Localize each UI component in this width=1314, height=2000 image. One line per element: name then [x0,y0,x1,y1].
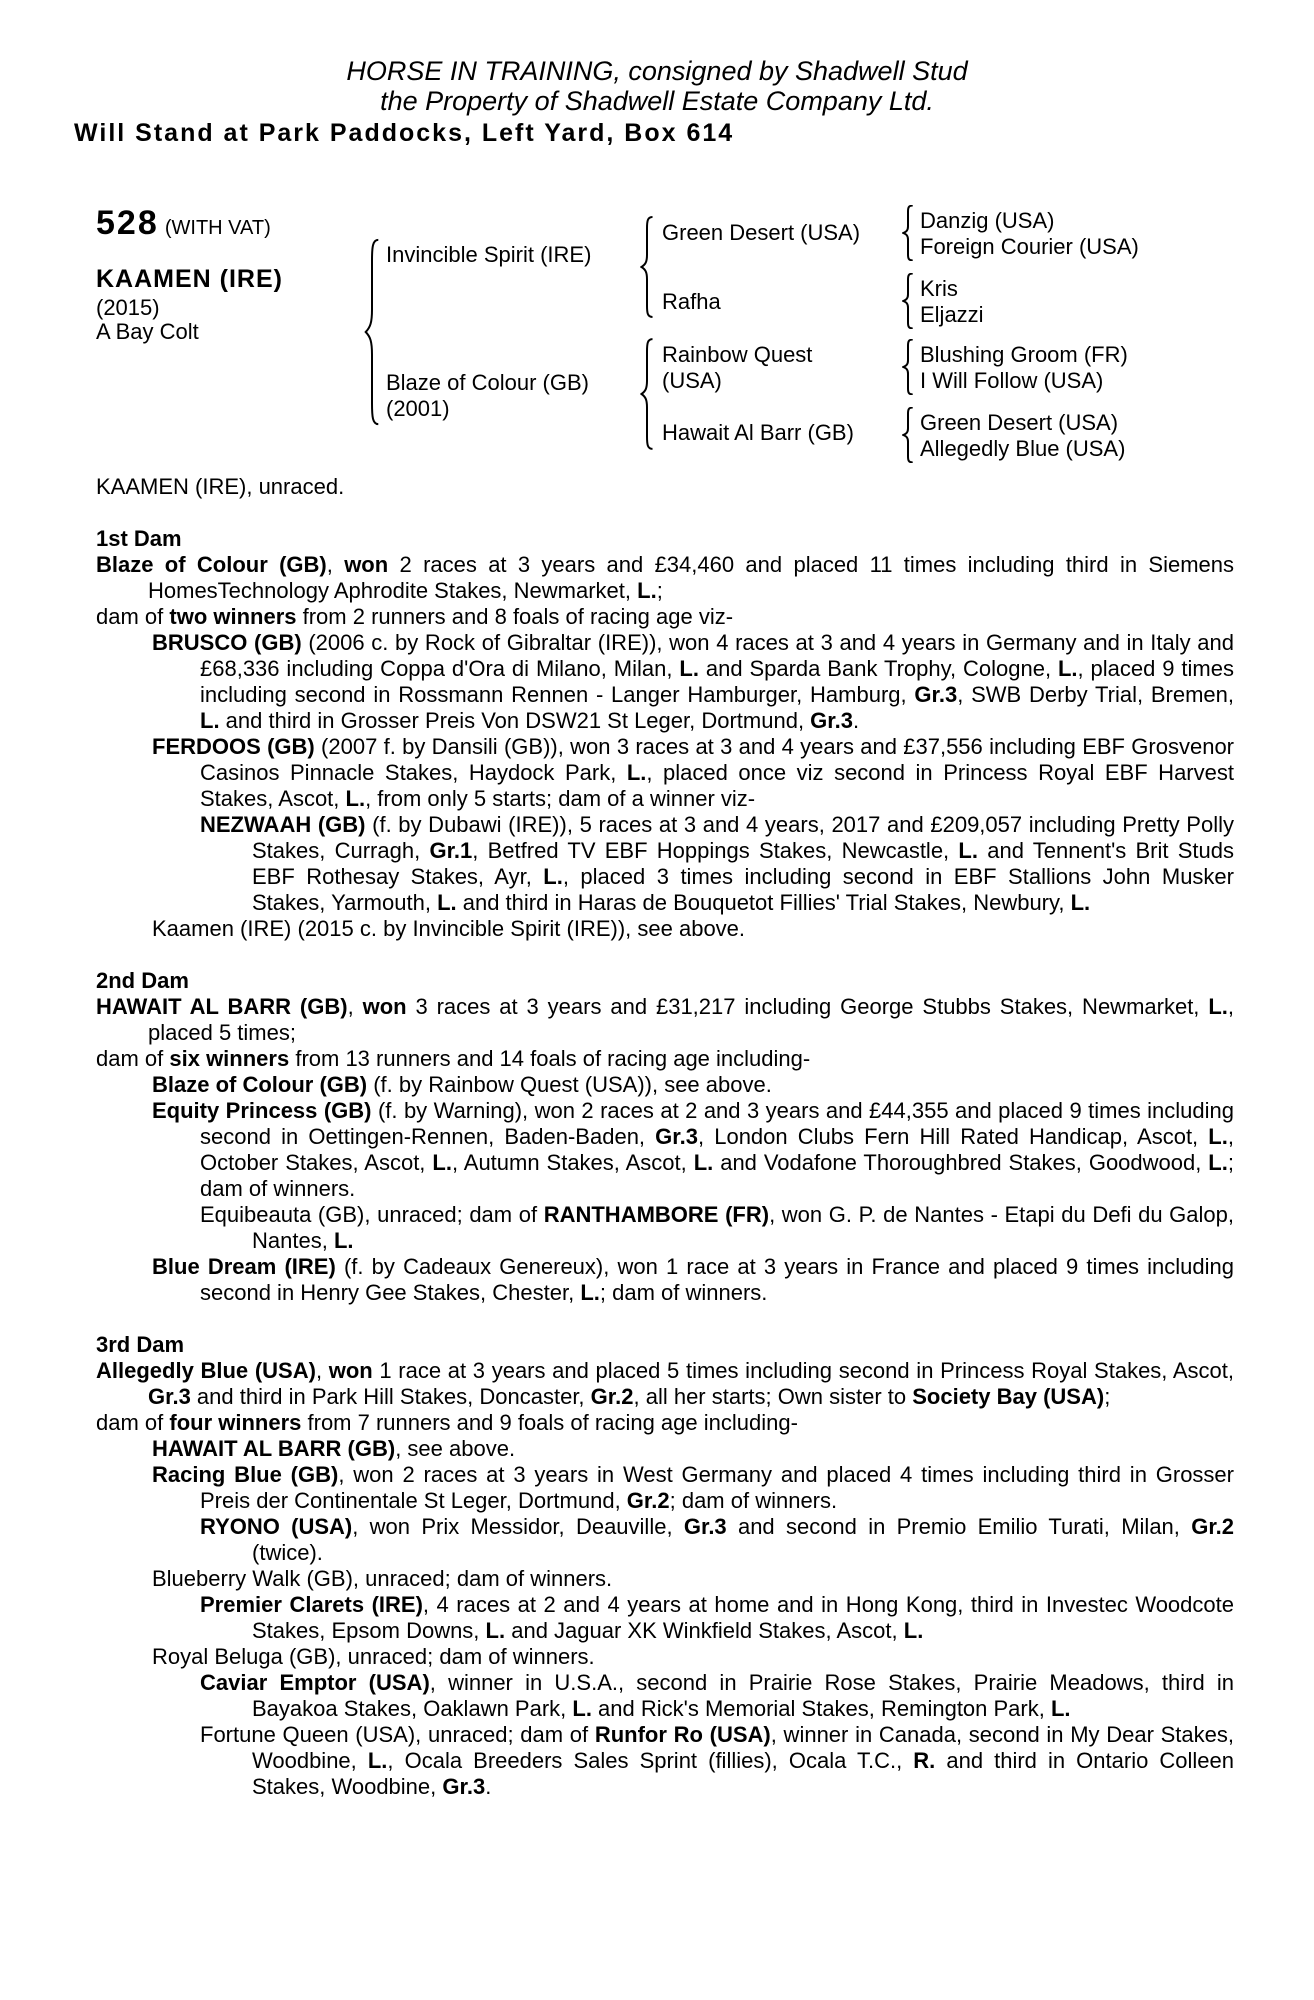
horse-name: KAAMEN (IRE) [96,265,283,293]
catalogue-body [96,474,1234,1800]
horse-year: (2015) [96,295,160,320]
pedigree-brace-ggp-1 [902,205,914,261]
pedigree-paragraph: Fortune Queen (USA), unraced; dam of Runfor Ro (USA), winner in Canada, second in My Dear Stakes, Woodbine, L., Ocala Breeders Sales Sprint (fillies), Ocala T.C., R. and third in Ontario Colleen Stakes, Woodbine, Gr.3. [200,1722,1234,1799]
pedigree-paragraph: HAWAIT AL BARR (GB), won 3 races at 3 years and £31,217 including George Stubbs Stakes, Newmarket, L., placed 5 times; [96,994,1234,1045]
pedigree-paragraph: RYONO (USA), won Prix Messidor, Deauville, Gr.3 and second in Premio Emilio Turati, Milan, Gr.2 (twice). [200,1514,1235,1565]
lot-vat-note: (WITH VAT) [164,217,271,239]
ggp-foreign-courier: Foreign Courier (USA) [920,234,1139,259]
property-line: the Property of Shadwell Estate Company Ltd. [380,86,934,116]
pedigree-paragraph: Kaamen (IRE) (2015 c. by Invincible Spirit (IRE)), see above. [152,916,746,941]
ggp-blushing-groom: Blushing Groom (FR) [920,342,1128,367]
pedigree-paragraph: Caviar Emptor (USA), winner in U.S.A., second in Prairie Rose Stakes, Prairie Meadows, third in Bayakoa Stakes, Oaklawn Park, L. and Rick's Memorial Stakes, Remington Park, L. [200,1670,1234,1721]
section-heading-2: 2nd Dam [96,968,189,993]
pedigree-table [96,148,1314,460]
pedigree-paragraph: Premier Clarets (IRE), 4 races at 2 and 4 years at home and in Hong Kong, third in Investec Woodcote Stakes, Epsom Downs, L. and Jaguar XK Winkfield Stakes, Ascot, L. [200,1592,1234,1643]
pedigree-paragraph: Blaze of Colour (GB) (f. by Rainbow Quest (USA)), see above. [152,1072,772,1097]
pedigree-paragraph: HAWAIT AL BARR (GB), see above. [152,1436,516,1461]
page-header [0,0,1314,146]
pedigree-paragraph: dam of two winners from 2 runners and 8 foals of racing age viz- [96,604,734,629]
pedigree-brace-dam-side [640,338,654,450]
dam-dam-name: Hawait Al Barr (GB) [662,420,854,445]
dam-name: Blaze of Colour (GB) [386,370,589,395]
dam-sire-name: Rainbow Quest (USA) [662,342,813,393]
ggp-allegedly-blue: Allegedly Blue (USA) [920,436,1126,461]
pedigree-brace-ggp-4 [902,407,914,463]
pedigree-paragraph: Allegedly Blue (USA), won 1 race at 3 years and placed 5 times including second in Princess Royal Stakes, Ascot, Gr.3 and third in Park Hill Stakes, Doncaster, Gr.2, all her starts; Own sister to Society Bay (USA); [96,1358,1235,1409]
pedigree-brace-ggp-2 [902,273,914,329]
ggp-i-will-follow: I Will Follow (USA) [920,368,1104,393]
section-heading-1: 1st Dam [96,526,182,551]
consignor-line: HORSE IN TRAINING, consigned by Shadwell Stud [346,56,968,86]
pedigree-paragraph: dam of six winners from 13 runners and 14 foals of racing age including- [96,1046,811,1071]
sire-name: Invincible Spirit (IRE) [386,242,592,267]
section-heading-3: 3rd Dam [96,1332,185,1357]
ggp-eljazzi: Eljazzi [920,302,984,327]
pedigree-paragraph: Royal Beluga (GB), unraced; dam of winners. [152,1644,595,1669]
pedigree-paragraph: FERDOOS (GB) (2007 f. by Dansili (GB)), won 3 races at 3 and 4 years and £37,556 including EBF Grosvenor Casinos Pinnacle Stakes, Haydock Park, L., placed once viz second in Princess Royal EBF Harvest Stakes, Ascot, L., from only 5 starts; dam of a winner viz- [152,734,1235,811]
lot-number: 528 [96,204,159,242]
race-record-line: KAAMEN (IRE), unraced. [96,474,345,499]
pedigree-brace-sire-side [640,216,654,318]
pedigree-paragraph: Equity Princess (GB) (f. by Warning), won 2 races at 2 and 3 years and £44,355 and placed 9 times including second in Oettingen-Rennen, Baden-Baden, Gr.3, London Clubs Fern Hill Rated Handicap, Ascot, L., October Stakes, Ascot, L., Autumn Stakes, Ascot, L. and Vodafone Thoroughbred Stakes, Goodwood, L.; dam of winners. [152,1098,1234,1201]
pedigree-paragraph: Racing Blue (GB), won 2 races at 3 years in West Germany and placed 4 times including third in Grosser Preis der Continentale St Leger, Dortmund, Gr.2; dam of winners. [152,1462,1234,1513]
ggp-kris: Kris [920,276,958,301]
sections [96,526,1234,1800]
horse-description: A Bay Colt [96,319,199,344]
sire-sire-name: Green Desert (USA) [662,220,861,245]
ggp-green-desert: Green Desert (USA) [920,410,1119,435]
ggp-danzig: Danzig (USA) [920,208,1055,233]
pedigree-brace-gen1 [364,238,380,426]
sire-dam-name: Rafha [662,289,721,314]
lot-number-row [96,204,271,242]
pedigree-paragraph: Blueberry Walk (GB), unraced; dam of winners. [152,1566,613,1591]
pedigree-paragraph: dam of four winners from 7 runners and 9 foals of racing age including- [96,1410,798,1435]
pedigree-brace-ggp-3 [902,339,914,395]
stand-location-line: Will Stand at Park Paddocks, Left Yard, Box 614 [74,119,735,147]
pedigree-paragraph: BRUSCO (GB) (2006 c. by Rock of Gibraltar (IRE)), won 4 races at 3 and 4 years in Germany and in Italy and £68,336 including Coppa d'Ora di Milano, Milan, L. and Sparda Bank Trophy, Cologne, L., placed 9 times including second in Rossmann Rennen - Langer Hamburger, Hamburg, Gr.3, SWB Derby Trial, Bremen, L. and third in Grosser Preis Von DSW21 St Leger, Dortmund, Gr.3. [152,630,1234,733]
pedigree-paragraph: NEZWAAH (GB) (f. by Dubawi (IRE)), 5 races at 3 and 4 years, 2017 and £209,057 including Pretty Polly Stakes, Curragh, Gr.1, Betfred TV EBF Hoppings Stakes, Newcastle, L. and Tennent's Brit Studs EBF Rothesay Stakes, Ayr, L., placed 3 times including second in EBF Stallions John Musker Stakes, Yarmouth, L. and third in Haras de Bouquetot Fillies' Trial Stakes, Newbury, L. [200,812,1235,915]
dam-year: (2001) [386,396,450,421]
pedigree-paragraph: Blue Dream (IRE) (f. by Cadeaux Genereux), won 1 race at 3 years in France and placed 9 times including second in Henry Gee Stakes, Chester, L.; dam of winners. [152,1254,1234,1305]
pedigree-paragraph: Equibeauta (GB), unraced; dam of RANTHAMBORE (FR), won G. P. de Nantes - Etapi du Defi du Galop, Nantes, L. [200,1202,1234,1253]
pedigree-paragraph: Blaze of Colour (GB), won 2 races at 3 years and £34,460 and placed 11 times including third in Siemens HomesTechnology Aphrodite Stakes, Newmarket, L.; [96,552,1234,603]
